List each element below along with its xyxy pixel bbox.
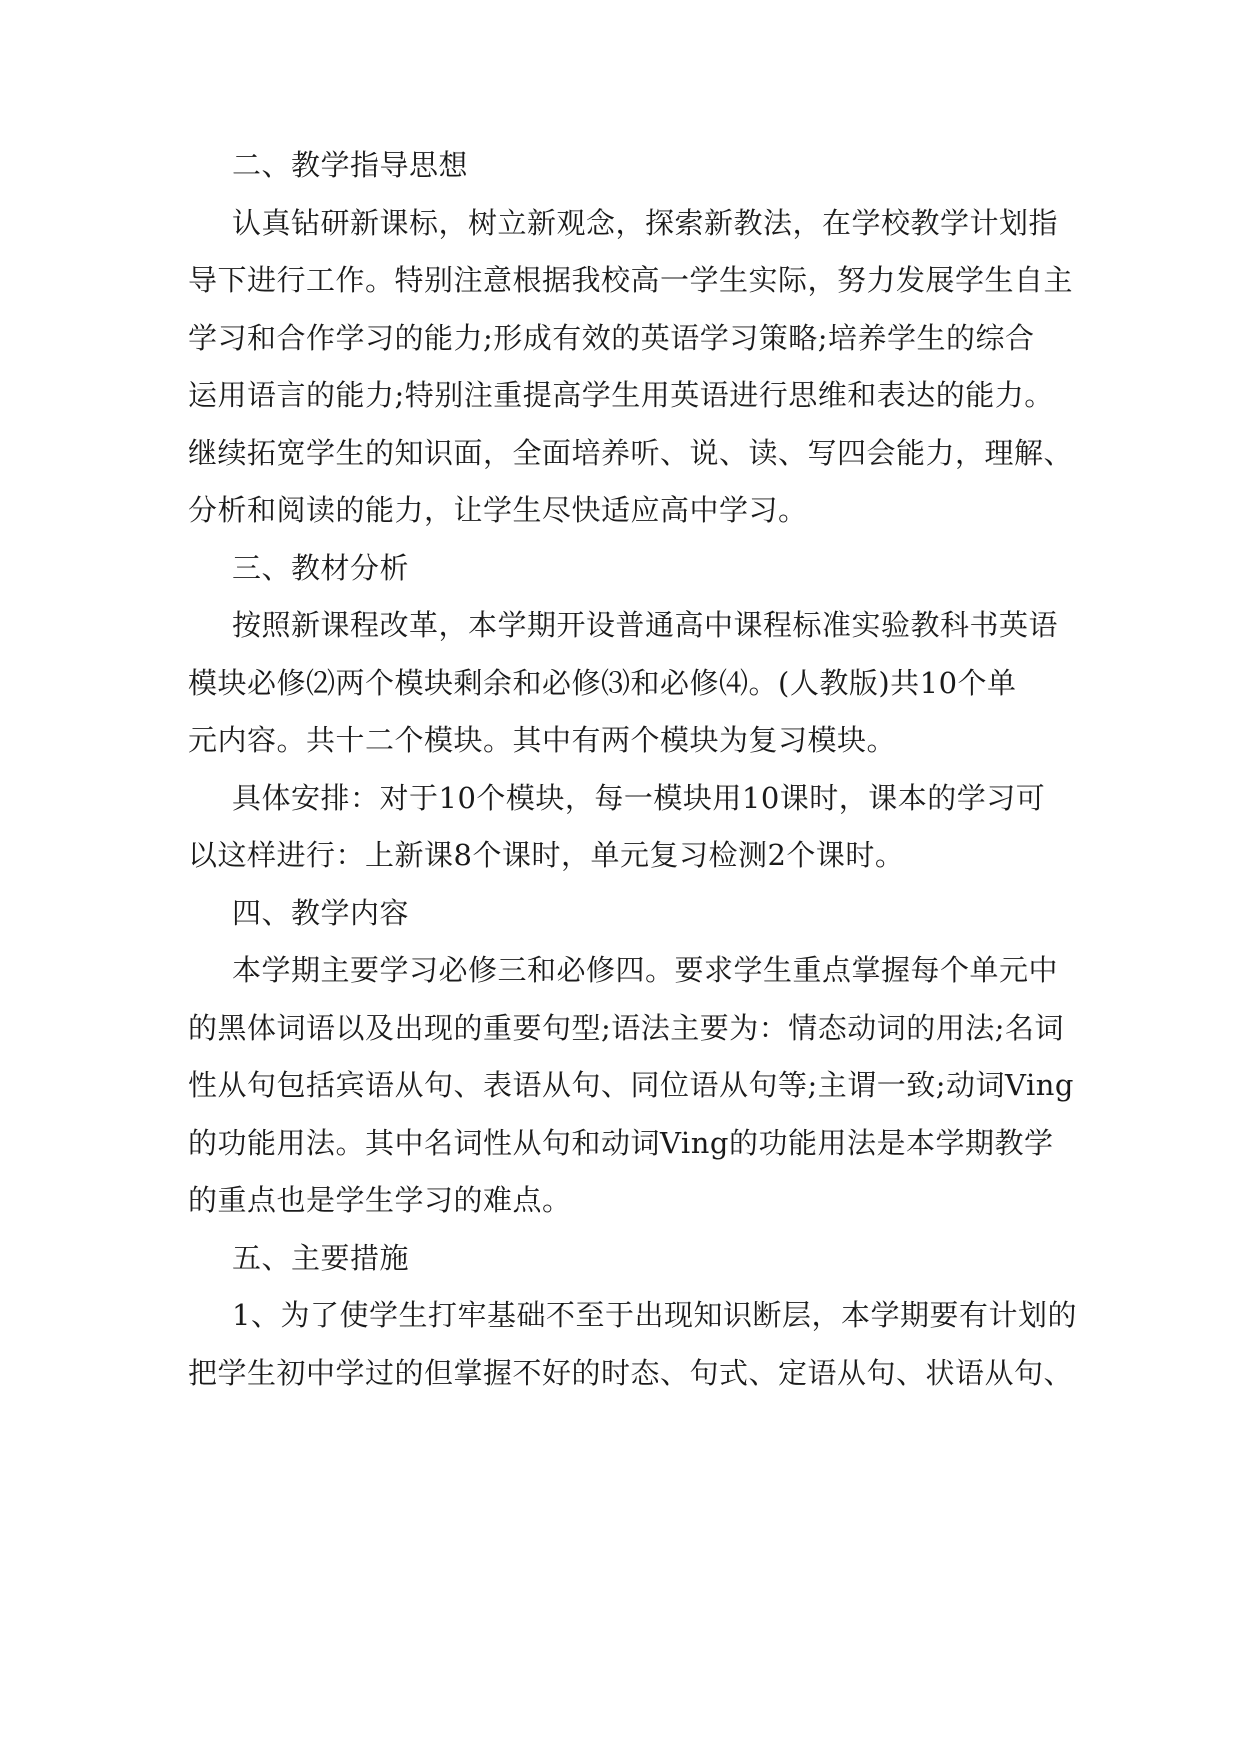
paragraph-line: 学习和合作学习的能力;形成有效的英语学习策略;培养学生的综合 [188, 321, 1035, 355]
paragraph-line: 以这样进行：上新课8个课时，单元复习检测2个课时。 [188, 838, 905, 872]
paragraph-line: 分析和阅读的能力，让学生尽快适应高中学习。 [188, 493, 808, 527]
paragraph-line: 按照新课程改革，本学期开设普通高中课程标准实验教科书英语 [232, 608, 1059, 642]
paragraph-line: 元内容。共十二个模块。其中有两个模块为复习模块。 [188, 723, 897, 757]
paragraph-line: 导下进行工作。特别注意根据我校高一学生实际，努力发展学生自主 [188, 263, 1074, 297]
paragraph-line: 本学期主要学习必修三和必修四。要求学生重点掌握每个单元中 [232, 953, 1059, 987]
paragraph-line: 认真钻研新课标，树立新观念，探索新教法，在学校教学计划指 [232, 206, 1059, 240]
paragraph-line: 模块必修⑵两个模块剩余和必修⑶和必修⑷。(人教版)共10个单 [188, 666, 1017, 700]
paragraph-line: 1、为了使学生打牢基础不至于出现知识断层，本学期要有计划的 [232, 1298, 1077, 1332]
paragraph-line: 继续拓宽学生的知识面，全面培养听、说、读、写四会能力，理解、 [188, 436, 1074, 470]
section-heading: 三、教材分析 [232, 551, 410, 585]
paragraph-line: 的功能用法。其中名词性从句和动词Ving的功能用法是本学期教学 [188, 1126, 1054, 1160]
paragraph-line: 的重点也是学生学习的难点。 [188, 1183, 572, 1217]
paragraph-line: 运用语言的能力;特别注重提高学生用英语进行思维和表达的能力。 [188, 378, 1054, 412]
paragraph-line: 的黑体词语以及出现的重要句型;语法主要为：情态动词的用法;名词 [188, 1011, 1065, 1045]
paragraph-line: 性从句包括宾语从句、表语从句、同位语从句等;主谓一致;动词Ving [188, 1068, 1074, 1102]
section-heading: 二、教学指导思想 [232, 148, 469, 182]
section-heading: 四、教学内容 [232, 896, 410, 930]
section-heading: 五、主要措施 [232, 1241, 410, 1275]
paragraph-line: 具体安排：对于10个模块，每一模块用10课时，课本的学习可 [232, 781, 1046, 815]
paragraph-line: 把学生初中学过的但掌握不好的时态、句式、定语从句、状语从句、 [188, 1356, 1074, 1390]
